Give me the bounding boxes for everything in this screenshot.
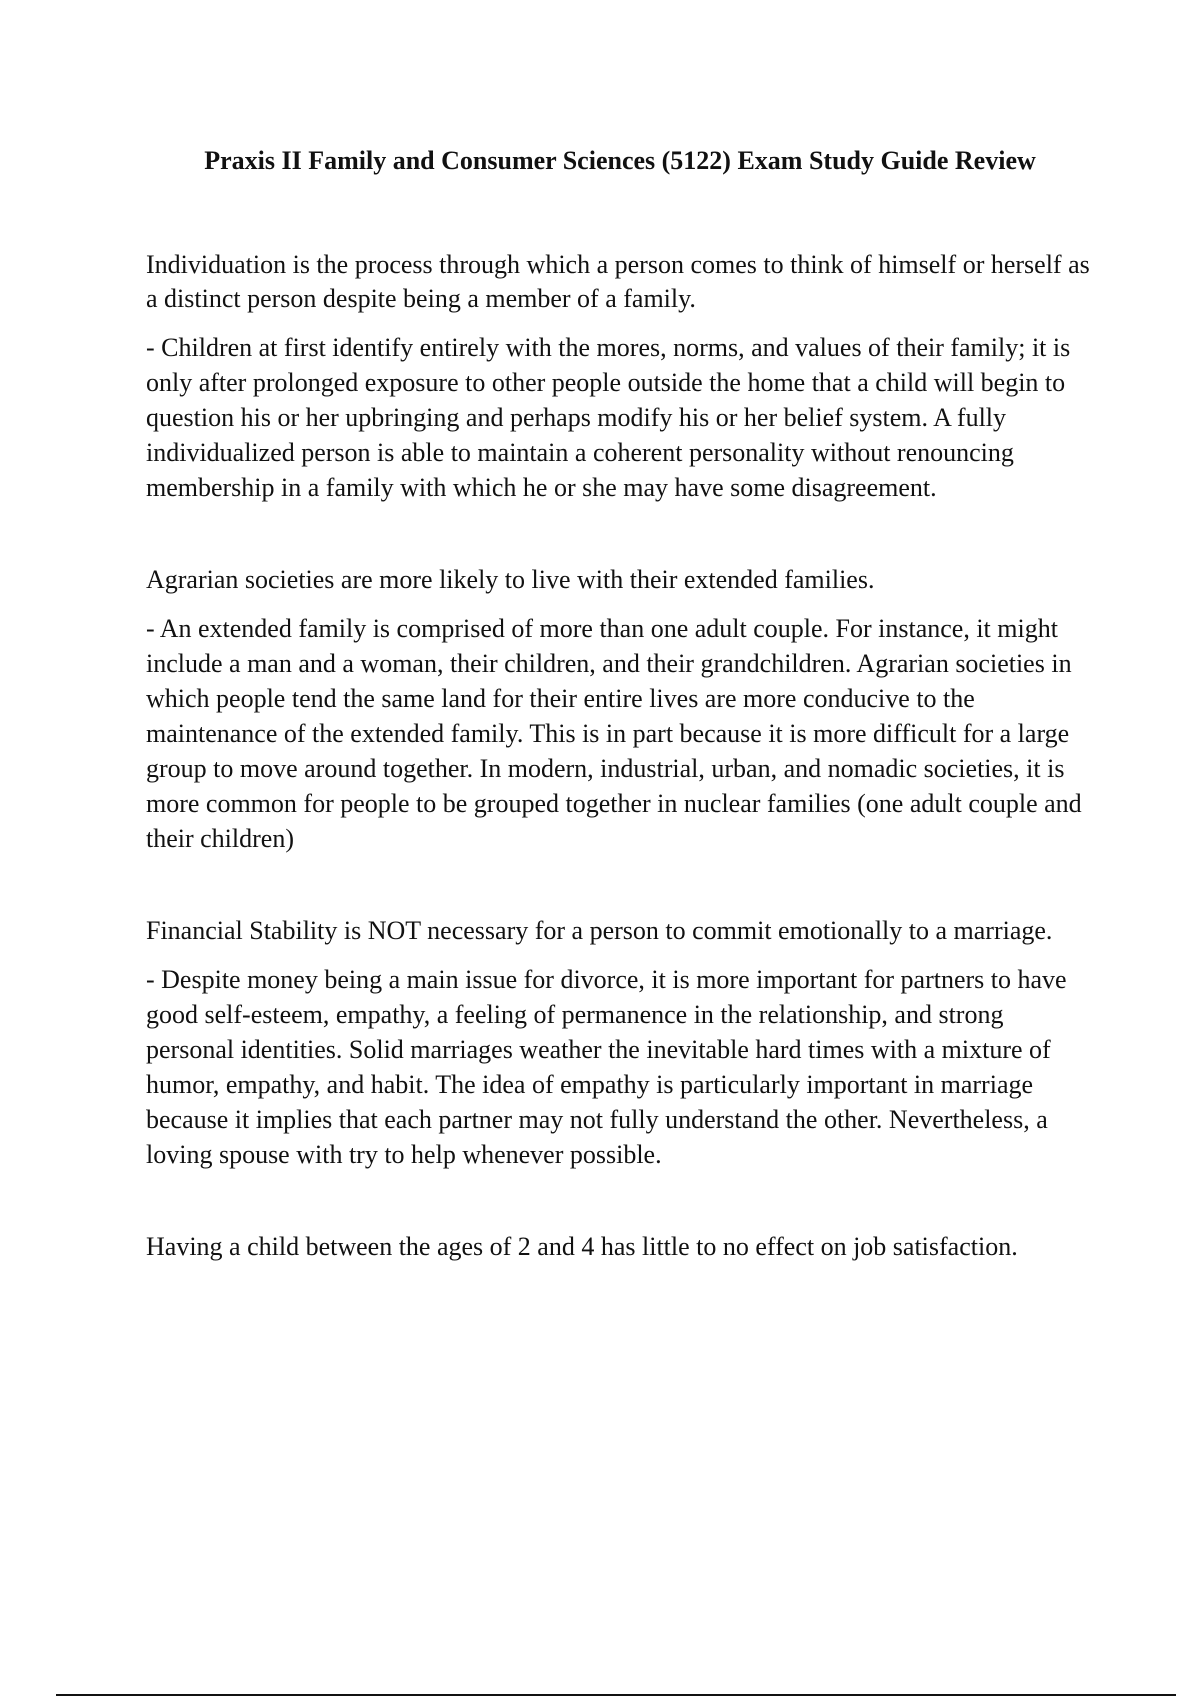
card-question: Individuation is the process through which a person comes to think of himself or herself as a distinct person despite being a member of a family. bbox=[146, 250, 1090, 313]
study-card-2 bbox=[146, 563, 1096, 856]
study-card-3 bbox=[146, 914, 1096, 1172]
card-answer: - An extended family is comprised of more than one adult couple. For instance, it might include a man and a woman, their children, and their grandchildren. Agrarian societies in which people tend the same land for their entire lives are more conducive to the maintenance of the extended family. This is in part because it is more difficult for a large group to move around together. In modern, industrial, urban, and nomadic societies, it is more common for people to be grouped together in nuclear families (one adult couple and their children) bbox=[146, 614, 1082, 853]
document-body bbox=[146, 248, 1096, 1322]
card-answer: - Children at first identify entirely with the mores, norms, and values of their family; it is only after prolonged exposure to other people outside the home that a child will begin to question his or her upbringing and perhaps modify his or her belief system. A fully individualized person is able to maintain a coherent personality without renouncing membership in a family with which he or she may have some disagreement. bbox=[146, 333, 1071, 502]
card-answer: - Despite money being a main issue for divorce, it is more important for partners to have good self-esteem, empathy, a feeling of permanence in the relationship, and strong personal identities. Solid marriages weather the inevitable hard times with a mixture of humor, empathy, and habit. The idea of empathy is particularly important in marriage because it implies that each partner may not fully understand the other. Nevertheless, a loving spouse with try to help whenever possible. bbox=[146, 965, 1067, 1169]
card-question: Having a child between the ages of 2 and 4 has little to no effect on job satisfaction. bbox=[146, 1232, 1018, 1261]
card-question: Financial Stability is NOT necessary for a person to commit emotionally to a marriage. bbox=[146, 916, 1053, 945]
card-question: Agrarian societies are more likely to live with their extended families. bbox=[146, 565, 875, 594]
document-title: Praxis II Family and Consumer Sciences (5122) Exam Study Guide Review bbox=[204, 146, 1036, 175]
page-bottom-rule bbox=[56, 1694, 1176, 1696]
study-card-1 bbox=[146, 248, 1096, 505]
study-card-4 bbox=[146, 1230, 1096, 1264]
